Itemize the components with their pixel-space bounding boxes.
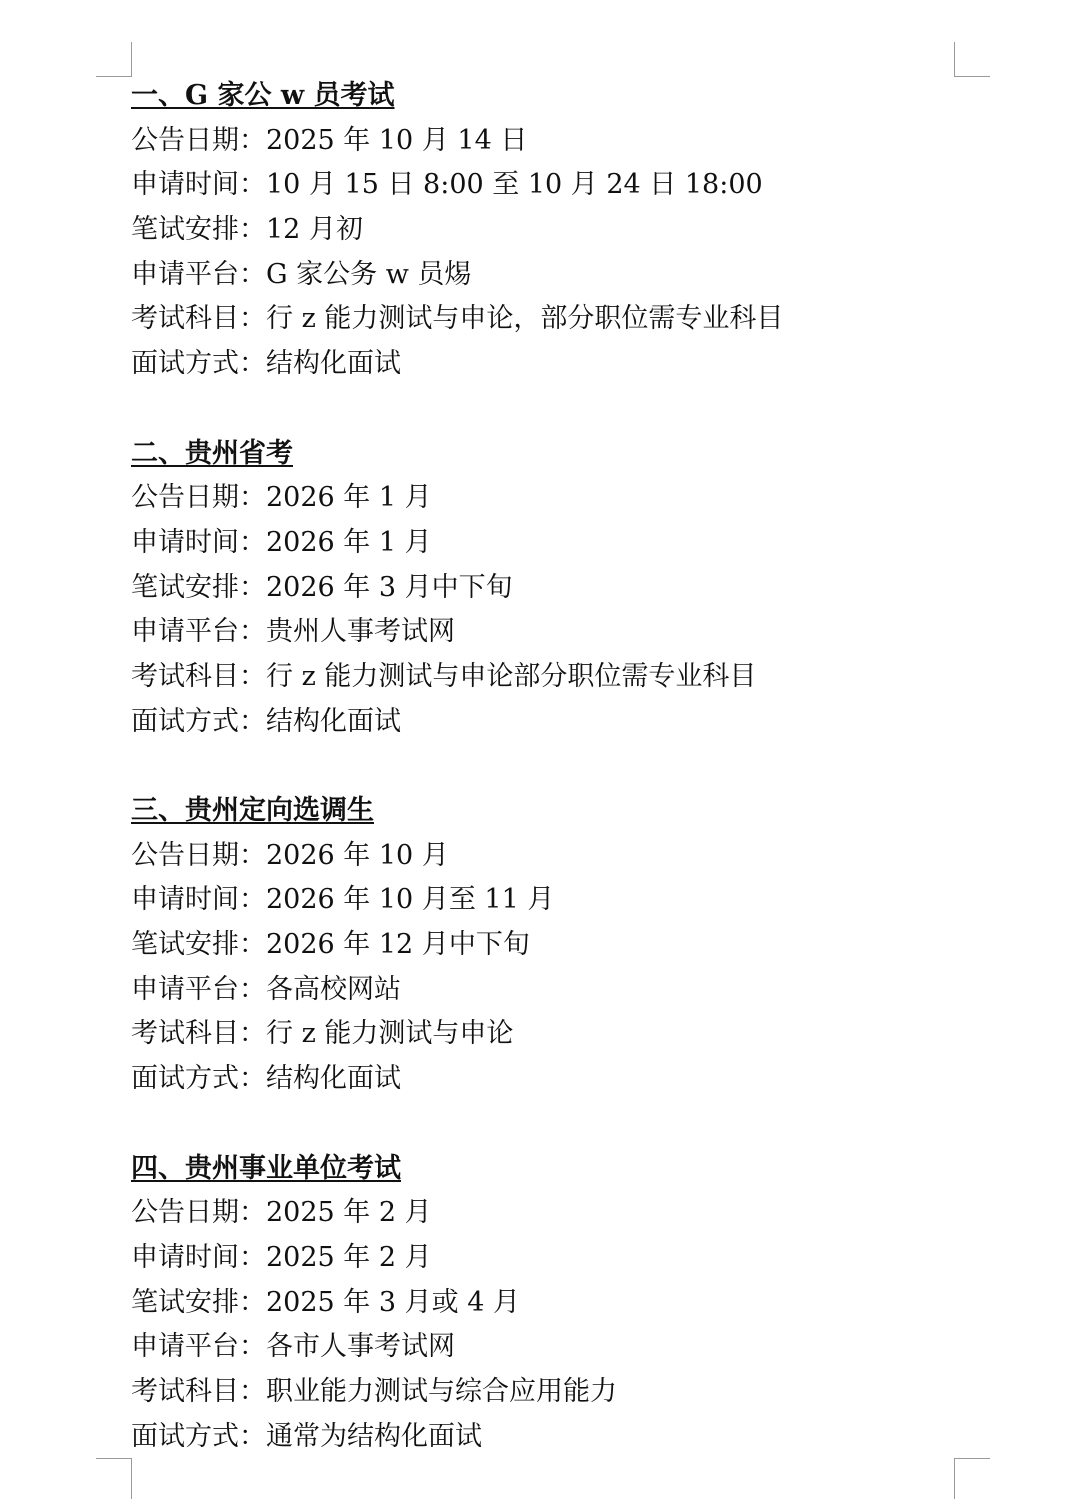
info-row-application-period <box>131 521 951 566</box>
info-row-announcement-date <box>131 119 951 164</box>
section-guizhou-provincial-exam <box>131 432 951 745</box>
info-row-application-period <box>131 163 951 208</box>
row-label: 申请平台： <box>131 258 266 290</box>
row-label: 申请平台： <box>131 973 266 1005</box>
row-label: 面试方式： <box>131 1420 266 1452</box>
row-label: 公告日期： <box>131 482 266 514</box>
info-row-application-platform <box>131 253 951 298</box>
row-label: 笔试安排： <box>131 929 266 961</box>
row-label: 申请平台： <box>131 616 266 648</box>
row-value: 各市人事考试网 <box>266 1331 455 1363</box>
row-label: 申请时间： <box>131 884 266 916</box>
row-label: 申请时间： <box>131 1241 266 1273</box>
row-value: 2026 年 12 月中下旬 <box>266 929 530 961</box>
row-value: 行 z 能力测试与申论，部分职位需专业科目 <box>266 303 784 335</box>
row-value: 行 z 能力测试与申论部分职位需专业科目 <box>266 660 757 692</box>
row-label: 公告日期： <box>131 1197 266 1229</box>
section-heading: 四、贵州事业单位考试 <box>131 1152 401 1184</box>
row-label: 考试科目： <box>131 1018 266 1050</box>
row-label: 笔试安排： <box>131 1286 266 1318</box>
row-label: 面试方式： <box>131 705 266 737</box>
info-row-announcement-date <box>131 476 951 521</box>
row-label: 申请平台： <box>131 1331 266 1363</box>
crop-mark-bottom-right <box>954 1458 990 1499</box>
crop-mark-top-right <box>954 42 990 77</box>
row-value: 12 月初 <box>266 214 363 246</box>
info-row-interview-format <box>131 1057 951 1102</box>
row-value: 2026 年 10 月 <box>266 839 449 871</box>
info-row-application-platform <box>131 968 951 1013</box>
row-label: 笔试安排： <box>131 214 266 246</box>
info-row-written-exam-schedule <box>131 1281 951 1326</box>
row-label: 考试科目： <box>131 303 266 335</box>
row-value: 通常为结构化面试 <box>266 1420 482 1452</box>
row-label: 笔试安排： <box>131 571 266 603</box>
row-value: 结构化面试 <box>266 1063 401 1095</box>
row-value: 行 z 能力测试与申论 <box>266 1018 514 1050</box>
info-row-interview-format <box>131 700 951 745</box>
info-row-application-period <box>131 878 951 923</box>
row-value: 2025 年 3 月或 4 月 <box>266 1286 520 1318</box>
info-row-exam-subjects <box>131 655 951 700</box>
info-row-interview-format <box>131 1415 951 1460</box>
info-row-exam-subjects <box>131 297 951 342</box>
section-heading: 二、贵州省考 <box>131 437 293 469</box>
info-row-announcement-date <box>131 834 951 879</box>
row-label: 面试方式： <box>131 1063 266 1095</box>
row-label: 面试方式： <box>131 348 266 380</box>
row-value: 结构化面试 <box>266 705 401 737</box>
row-value: 2025 年 10 月 14 日 <box>266 124 528 156</box>
info-row-written-exam-schedule <box>131 208 951 253</box>
row-label: 考试科目： <box>131 1375 266 1407</box>
info-row-written-exam-schedule <box>131 923 951 968</box>
section-guizhou-targeted-selection <box>131 789 951 1102</box>
row-label: 公告日期： <box>131 839 266 871</box>
row-value: 2025 年 2 月 <box>266 1241 432 1273</box>
info-row-exam-subjects <box>131 1012 951 1057</box>
info-row-written-exam-schedule <box>131 566 951 611</box>
row-value: 2025 年 2 月 <box>266 1197 432 1229</box>
section-national-civil-service-exam <box>131 74 951 387</box>
info-row-announcement-date <box>131 1191 951 1236</box>
section-guizhou-public-institution-exam <box>131 1147 951 1460</box>
row-value: 2026 年 1 月 <box>266 482 432 514</box>
info-row-application-platform <box>131 610 951 655</box>
row-value: 2026 年 3 月中下旬 <box>266 571 513 603</box>
section-heading: 三、贵州定向选调生 <box>131 795 374 826</box>
crop-mark-top-left <box>96 42 132 77</box>
info-row-exam-subjects <box>131 1370 951 1415</box>
section-heading: 一、G 家公 w 员考试 <box>131 80 395 111</box>
row-value: 2026 年 1 月 <box>266 526 432 558</box>
row-value: 10 月 15 日 8:00 至 10 月 24 日 18:00 <box>266 169 763 201</box>
row-label: 申请时间： <box>131 526 266 558</box>
row-value: 各高校网站 <box>266 973 401 1005</box>
row-value: 2026 年 10 月至 11 月 <box>266 884 555 916</box>
row-value: 贵州人事考试网 <box>266 616 455 648</box>
row-value: G 家公务 w 员焬 <box>266 258 472 290</box>
document-body <box>131 74 951 1459</box>
row-label: 申请时间： <box>131 169 266 201</box>
info-row-application-platform <box>131 1325 951 1370</box>
row-value: 职业能力测试与综合应用能力 <box>266 1375 617 1407</box>
row-label: 考试科目： <box>131 660 266 692</box>
row-label: 公告日期： <box>131 124 266 156</box>
info-row-interview-format <box>131 342 951 387</box>
row-value: 结构化面试 <box>266 348 401 380</box>
crop-mark-bottom-left <box>96 1458 132 1499</box>
info-row-application-period <box>131 1236 951 1281</box>
